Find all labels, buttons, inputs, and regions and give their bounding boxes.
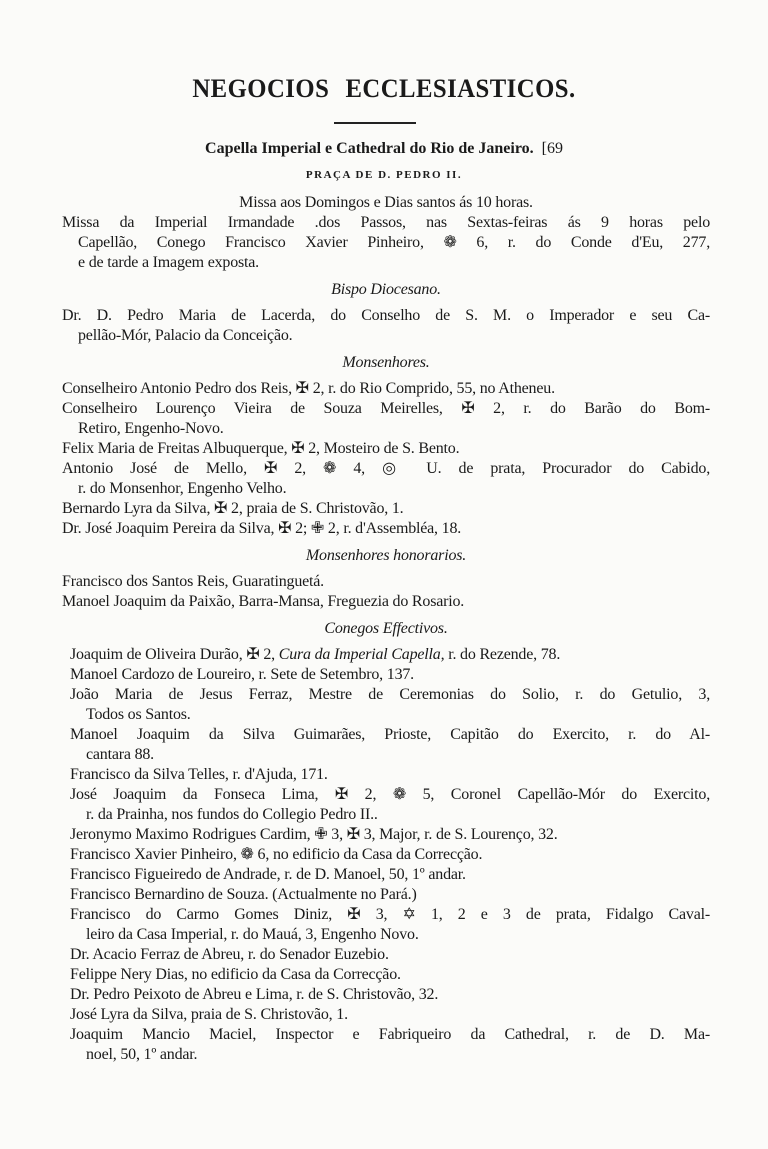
list-entry — [62, 592, 710, 612]
list-entry — [70, 645, 710, 665]
entry-line: Missa da Imperial Irmandade .dos Passos, nas Sextas-feiras ás 9 horas pelo — [62, 214, 710, 231]
entry-line: Francisco dos Santos Reis, Guaratinguetá. — [62, 573, 324, 590]
entry-line: Felippe Nery Dias, no edificio da Casa da Correcção. — [70, 966, 401, 983]
entry-line: José Lyra da Silva, praia de S. Christovão, 1. — [70, 1006, 348, 1023]
entry-line: Bernardo Lyra da Silva, ✠ 2, praia de S. Christovão, 1. — [62, 500, 404, 517]
entry-line: Dr. D. Pedro Maria de Lacerda, do Conselho de S. M. o Imperador e seu Ca- — [62, 307, 710, 324]
section-heading: Monsenhores. — [342, 354, 430, 371]
entry-line: Dr. Acacio Ferraz de Abreu, r. do Senador Euzebio. — [70, 946, 389, 963]
list-entry — [62, 572, 710, 592]
entry-line: Manoel Joaquim da Paixão, Barra-Mansa, Freguezia do Rosario. — [62, 593, 465, 610]
list-entry — [70, 765, 710, 785]
entry-line: pellão-Mór, Palacio da Conceição. — [78, 327, 293, 344]
entry-line: Conselheiro Lourenço Vieira de Souza Meirelles, ✠ 2, r. do Barão do Bom- — [62, 400, 710, 417]
entry-text: Joaquim de Oliveira Durão, ✠ 2, — [70, 646, 279, 663]
entry-line: Francisco do Carmo Gomes Diniz, ✠ 3, ✡ 1, 2 e 3 de prata, Fidalgo Caval- — [70, 906, 710, 923]
entry-line: Jeronymo Maximo Rodrigues Cardim, ✙ 3, ✠ 3, Major, r. de S. Lourenço, 32. — [70, 826, 558, 843]
entry-line: João Maria de Jesus Ferraz, Mestre de Ceremonias do Solio, r. do Getulio, 3, — [70, 686, 710, 703]
entry-line: Antonio José de Mello, ✠ 2, ❁ 4, ◎ U. de prata, Procurador do Cabido, — [62, 460, 710, 477]
list-entry — [70, 1025, 710, 1065]
list-entry — [70, 665, 710, 685]
list-entry — [62, 213, 710, 273]
section — [62, 213, 710, 273]
entry-line — [70, 645, 710, 665]
entry-line: Manoel Joaquim da Silva Guimarães, Prioste, Capitão do Exercito, r. do Al- — [70, 726, 710, 743]
entry-line: Francisco Bernardino de Souza. (Actualmente no Pará.) — [70, 886, 417, 903]
mass-schedule: Missa aos Domingos e Dias santos ás 10 horas. — [239, 194, 533, 211]
entry-line: leiro da Casa Imperial, r. do Mauá, 3, Engenho Novo. — [86, 926, 419, 943]
entry-line: Todos os Santos. — [86, 706, 191, 723]
section-heading: Bispo Diocesano. — [331, 281, 441, 298]
entry-line: Dr. José Joaquim Pereira da Silva, ✠ 2; ✙ 2, r. d'Assembléa, 18. — [62, 520, 462, 537]
section-title — [0, 140, 768, 158]
list-entry — [70, 865, 710, 885]
section — [62, 619, 710, 1065]
list-entry — [62, 439, 710, 459]
list-entry — [70, 685, 710, 725]
list-entry — [62, 379, 710, 399]
entry-line: Retiro, Engenho-Novo. — [78, 420, 224, 437]
document-body — [62, 193, 710, 1065]
entry-line: cantara 88. — [86, 746, 154, 763]
list-entry — [70, 965, 710, 985]
location-subtitle: PRAÇA DE D. PEDRO II. — [305, 169, 463, 181]
entry-line: Francisco Xavier Pinheiro, ❁ 6, no edificio da Casa da Correcção. — [70, 846, 483, 863]
section-title-text: Capella Imperial e Cathedral do Rio de Janeiro. — [205, 140, 534, 157]
entry-line: Francisco Figueiredo de Andrade, r. de D. Manoel, 50, 1º andar. — [70, 866, 466, 883]
section — [62, 546, 710, 612]
entry-text: r. do Rezende, 78. — [444, 646, 561, 663]
entry-line: r. da Prainha, nos fundos do Collegio Pedro II.. — [86, 806, 378, 823]
entry-line: Manoel Cardozo de Loureiro, r. Sete de Setembro, 137. — [70, 666, 414, 683]
entry-line: e de tarde a Imagem exposta. — [78, 254, 259, 271]
list-entry — [62, 459, 710, 499]
italic-text: Cura da Imperial Capella, — [278, 646, 445, 663]
section — [62, 280, 710, 346]
entry-line: Capellão, Conego Francisco Xavier Pinheiro, ❁ 6, r. do Conde d'Eu, 277, — [78, 234, 710, 251]
list-entry — [70, 985, 710, 1005]
entry-line: Francisco da Silva Telles, r. d'Ajuda, 171. — [70, 766, 328, 783]
entry-line: Joaquim Mancio Maciel, Inspector e Fabriqueiro da Cathedral, r. de D. Ma- — [70, 1026, 710, 1043]
entry-line: noel, 50, 1º andar. — [86, 1046, 198, 1063]
list-entry — [62, 519, 710, 539]
list-entry — [70, 825, 710, 845]
page-reference: [69 — [541, 140, 563, 157]
list-entry — [70, 1005, 710, 1025]
list-entry — [70, 785, 710, 825]
list-entry — [62, 499, 710, 519]
entry-line: José Joaquim da Fonseca Lima, ✠ 2, ❁ 5, Coronel Capellão-Mór do Exercito, — [70, 786, 710, 803]
entry-line: Conselheiro Antonio Pedro dos Reis, ✠ 2, r. do Rio Comprido, 55, no Atheneu. — [62, 380, 555, 397]
list-entry — [70, 905, 710, 945]
list-entry — [70, 885, 710, 905]
list-entry — [62, 306, 710, 346]
list-entry — [70, 845, 710, 865]
section — [62, 353, 710, 539]
entry-line: Felix Maria de Freitas Albuquerque, ✠ 2, Mosteiro de S. Bento. — [62, 440, 460, 457]
section-heading: Conegos Effectivos. — [324, 620, 448, 637]
entry-line: Dr. Pedro Peixoto de Abreu e Lima, r. de S. Christovão, 32. — [70, 986, 439, 1003]
title-divider — [334, 122, 416, 124]
list-entry — [62, 399, 710, 439]
list-entry — [70, 725, 710, 765]
list-entry — [70, 945, 710, 965]
section-heading: Monsenhores honorarios. — [305, 547, 467, 564]
page-title: NEGOCIOS ECCLESIASTICOS. — [192, 74, 576, 103]
entry-line: r. do Monsenhor, Engenho Velho. — [78, 480, 287, 497]
